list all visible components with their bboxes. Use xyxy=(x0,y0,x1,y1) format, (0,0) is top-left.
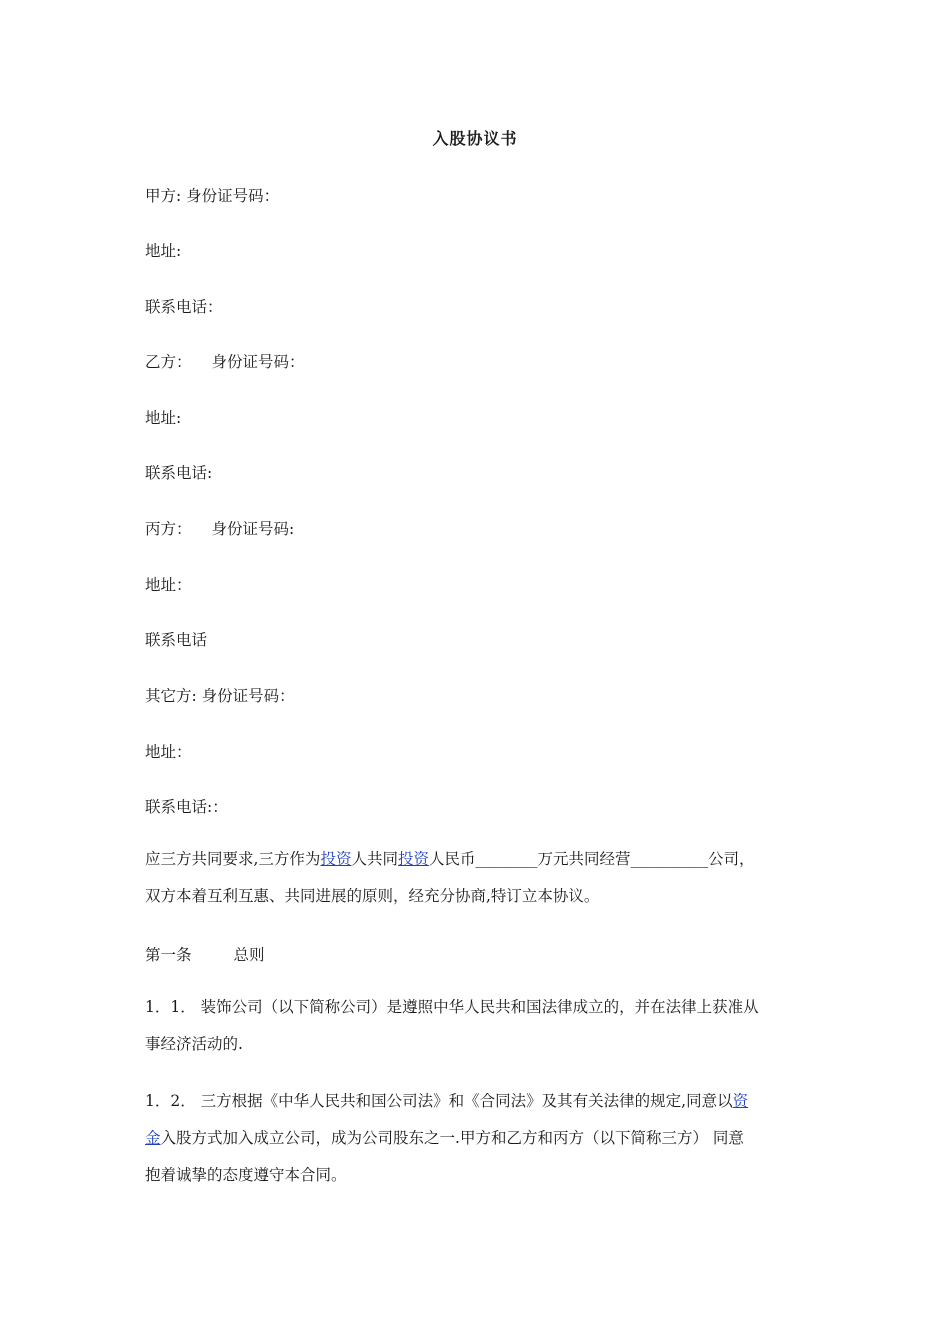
capital-link-part-1[interactable]: 资 xyxy=(732,1092,749,1110)
party-b-id-label: 身份证号码： xyxy=(211,353,305,371)
clause-1-1 xyxy=(145,989,813,1063)
document-title: 入股协议书 xyxy=(432,129,518,148)
clause-1-2-row-1 xyxy=(145,1083,813,1120)
clause-1-1-row-2: 事经济活动的. xyxy=(145,1035,243,1053)
party-other-id-label: 身份证号码： xyxy=(201,687,295,705)
clause-1-2-text-2: 入股方式加入成立公司，成为公司股东之一.甲方和乙方和丙方（以下简称三方） 同意 xyxy=(160,1129,744,1147)
party-a-phone: 联系电话： xyxy=(145,298,223,316)
intro-text-3: 人民币________万元共同经营__________公司， xyxy=(428,850,755,868)
party-other-label: 其它方: xyxy=(145,687,202,705)
intro-row-2: 双方本着互利互惠、共同进展的原则，经充分协商,特订立本协议。 xyxy=(145,887,600,905)
party-a-id-label: 身份证号码： xyxy=(186,187,280,205)
article-1-heading xyxy=(145,943,265,965)
party-b-address: 地址: xyxy=(145,409,182,427)
article-1-title: 总则 xyxy=(233,946,265,964)
party-c-address: 地址： xyxy=(145,576,192,594)
article-1-number: 第一条 xyxy=(145,946,192,964)
clause-1-2 xyxy=(145,1083,813,1194)
clause-1-2-row-2 xyxy=(145,1120,813,1157)
party-c-id-label: 身份证号码: xyxy=(211,520,295,538)
party-a-id-line xyxy=(145,184,279,206)
party-c-id-line xyxy=(145,517,294,539)
clause-1-2-text-1: 1．2． 三方根据《中华人民共和国公司法》和《合同法》及其有关法律的规定,同意以 xyxy=(145,1092,733,1110)
party-other-address: 地址： xyxy=(145,743,192,761)
intro-text-2: 人共同 xyxy=(351,850,398,868)
clause-1-1-row-1: 1．1． 装饰公司（以下简称公司）是遵照中华人民共和国法律成立的，并在法律上获准从 xyxy=(145,998,759,1016)
party-b-phone: 联系电话: xyxy=(145,464,213,482)
capital-link-part-2[interactable]: 金 xyxy=(145,1129,161,1147)
party-c-phone: 联系电话 xyxy=(145,631,208,649)
clause-1-2-row-3: 抱着诚挚的态度遵守本合同。 xyxy=(145,1166,347,1184)
party-b-label: 乙方： xyxy=(145,353,192,371)
investment-link-1[interactable]: 投资 xyxy=(320,850,352,868)
intro-text-1: 应三方共同要求,三方作为 xyxy=(145,850,321,868)
party-a-address: 地址: xyxy=(145,242,182,260)
investment-link-2[interactable]: 投资 xyxy=(397,850,429,868)
party-b-id-line xyxy=(145,350,305,372)
intro-row-1 xyxy=(145,841,813,878)
intro-paragraph xyxy=(145,841,813,915)
party-c-label: 丙方： xyxy=(145,520,192,538)
party-other-phone: 联系电话:： xyxy=(145,798,228,816)
party-a-label: 甲方: xyxy=(145,187,187,205)
party-other-id-line xyxy=(145,684,295,706)
